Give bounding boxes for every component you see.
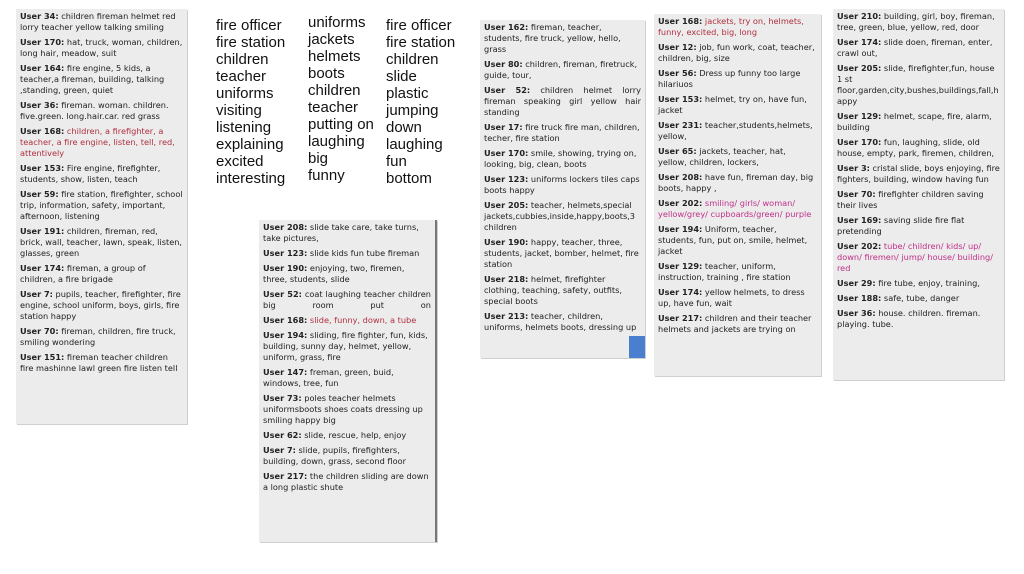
response-entry: [484, 237, 641, 270]
word-item: fire station: [386, 34, 456, 51]
user-label: User 194:: [658, 224, 703, 234]
user-label: User 123:: [263, 248, 308, 258]
user-label: User 205:: [484, 200, 529, 210]
response-entry: [20, 326, 183, 348]
response-entry: [484, 200, 641, 233]
response-entry: [484, 274, 641, 307]
response-entry: [484, 148, 641, 170]
response-entry: [20, 100, 183, 122]
response-text: house. children. fireman. playing. tube.: [837, 308, 981, 329]
response-entry: [658, 94, 817, 116]
user-label: User 17:: [484, 122, 523, 132]
response-text: the children sliding are down a long plastic shute: [263, 471, 429, 492]
word-item: visiting: [216, 102, 262, 119]
user-label: User 70:: [20, 326, 59, 336]
response-text: slide take care, take turns, take pictures,: [263, 222, 419, 243]
word-item: fire officer: [386, 17, 452, 34]
word-column-2: [308, 14, 374, 184]
response-text: firefighter children saving their lives: [837, 189, 984, 210]
response-text: children helmet lorry fireman speaking girl yellow hair standing: [484, 85, 641, 117]
user-label: User 80:: [484, 59, 523, 69]
user-label: User 168:: [263, 315, 308, 325]
word-item: putting on: [308, 116, 374, 133]
response-entry: [837, 137, 1000, 159]
user-label: User 56:: [658, 68, 697, 78]
response-entry: [484, 311, 641, 333]
word-item: helmets: [308, 48, 361, 65]
response-text: smile, showing, trying on, looking, big, clean, boots: [484, 148, 637, 169]
user-label: User 123:: [484, 174, 529, 184]
user-label: User 213:: [484, 311, 529, 321]
user-label: User 153:: [20, 163, 65, 173]
word-item: uniforms: [216, 85, 274, 102]
user-label: User 73:: [263, 393, 302, 403]
response-entry: [837, 111, 1000, 133]
user-label: User 164:: [20, 63, 65, 73]
response-entry: [658, 120, 817, 142]
response-text: children fireman helmet red lorry teacher yellow talking smiling: [20, 11, 176, 32]
user-label: User 170:: [20, 37, 65, 47]
word-item: fun: [386, 153, 407, 170]
response-entry: [20, 126, 183, 159]
response-text: fire engine, 5 kids, a teacher,a fireman, building, talking ,standing, green, quiet: [20, 63, 165, 95]
user-label: User 34:: [20, 11, 59, 21]
word-item: down: [386, 119, 422, 136]
response-entry: [484, 59, 641, 81]
response-text: freman, green, buid, windows, tree, fun: [263, 367, 394, 388]
word-item: children: [308, 82, 361, 99]
response-entry: [837, 189, 1000, 211]
response-text: children, a firefighter, a teacher, a fire engine, listen, tell, red, attentively: [20, 126, 175, 158]
response-entry: [837, 37, 1000, 59]
word-item: boots: [308, 65, 345, 82]
response-entry: [20, 11, 183, 33]
response-entry: [658, 287, 817, 309]
response-entry: [263, 471, 431, 493]
response-text: children, fireman, red, brick, wall, teacher, lawn, speak, listen, glasses, green: [20, 226, 183, 258]
user-label: User 210:: [837, 11, 882, 21]
word-item: bottom: [386, 170, 432, 187]
response-entry: [20, 163, 183, 185]
word-item: slide: [386, 68, 417, 85]
blue-strip-decoration: [629, 336, 645, 358]
response-entry: [20, 37, 183, 59]
word-item: laughing: [386, 136, 443, 153]
user-label: User 168:: [658, 16, 703, 26]
word-item: fire officer: [216, 17, 282, 34]
user-label: User 170:: [484, 148, 529, 158]
user-label: User 59:: [20, 189, 59, 199]
user-label: User 3:: [837, 163, 870, 173]
response-text: fireman. woman. children. five.green. long.hair.car. red grass: [20, 100, 169, 121]
response-entry: [837, 215, 1000, 237]
response-text: children, fireman, firetruck, guide, tour,: [484, 59, 638, 80]
word-item: interesting: [216, 170, 286, 187]
response-entry: [837, 163, 1000, 185]
user-label: User 151:: [20, 352, 65, 362]
user-label: User 191:: [20, 226, 65, 236]
response-card-2: [259, 220, 437, 542]
response-text: yellow helmets, to dress up, have fun, wait: [658, 287, 805, 308]
user-label: User 217:: [658, 313, 703, 323]
word-item: listening: [216, 119, 272, 136]
response-entry: [263, 430, 431, 441]
user-label: User 12:: [658, 42, 697, 52]
response-text: tube/ children/ kids/ up/ down/ firemen/ jump/ house/ building/ red: [837, 241, 993, 273]
word-item: big: [308, 150, 329, 167]
response-text: sliding, fire fighter, fun, kids, building, sunny day, helmet, yellow, uniform, grass, fire: [263, 330, 428, 362]
response-entry: [20, 352, 183, 374]
response-text: fire truck fire man, children, techer, fire station: [484, 122, 640, 143]
response-entry: [20, 226, 183, 259]
response-entry: [20, 63, 183, 96]
user-label: User 36:: [837, 308, 876, 318]
user-label: User 202:: [837, 241, 882, 251]
response-text: Uniform, teacher, students, fun, put on, smile, helmet, jacket: [658, 224, 808, 256]
response-card-4: [654, 14, 821, 376]
response-entry: [658, 16, 817, 38]
response-text: fire tube, enjoy, training,: [875, 278, 980, 288]
word-item: jumping: [386, 102, 439, 119]
user-label: User 188:: [837, 293, 882, 303]
response-text: fireman, teacher, students, fire truck, yellow, hello, grass: [484, 22, 621, 54]
response-text: jackets, try on, helmets, funny, excited, big, long: [658, 16, 804, 37]
response-entry: [837, 63, 1000, 107]
response-text: safe, tube, danger: [881, 293, 960, 303]
response-entry: [263, 289, 431, 311]
response-text: happy, teacher, three, students, jacket, bomber, helmet, fire station: [484, 237, 639, 269]
word-item: teacher: [216, 68, 267, 85]
response-entry: [837, 293, 1000, 304]
word-item: children: [216, 51, 269, 68]
response-text: pupils, teacher, firefighter, fire engine, school uniform, boys, girls, fire station happy: [20, 289, 181, 321]
word-item: uniforms: [308, 14, 366, 31]
user-label: User 174:: [658, 287, 703, 297]
user-label: User 129:: [837, 111, 882, 121]
response-text: fireman, a group of children, a fire brigade: [20, 263, 146, 284]
word-item: plastic: [386, 85, 429, 102]
word-item: jackets: [308, 31, 355, 48]
response-entry: [658, 172, 817, 194]
user-label: User 217:: [263, 471, 308, 481]
response-text: jackets, teacher, hat, yellow, children, lockers,: [658, 146, 786, 167]
response-entry: [837, 308, 1000, 330]
response-text: fun, laughing, slide, old house, empty, park, firemen, children,: [837, 137, 995, 158]
user-label: User 194:: [263, 330, 308, 340]
response-entry: [263, 367, 431, 389]
word-column-3: [386, 17, 455, 187]
response-entry: [658, 224, 817, 257]
user-label: User 65:: [658, 146, 697, 156]
response-entry: [837, 241, 1000, 274]
response-text: fireman, children, fire truck, smiling wondering: [20, 326, 176, 347]
response-text: slide, rescue, help, enjoy: [301, 430, 407, 440]
response-text: building, girl, boy, fireman, tree, green, blue, yellow, red, door: [837, 11, 995, 32]
response-entry: [658, 261, 817, 283]
response-text: helmet, firefighter clothing, teaching, safety, outfits, special boots: [484, 274, 622, 306]
word-item: laughing: [308, 133, 365, 150]
word-column-1: [216, 17, 285, 187]
response-text: fireman teacher children fire mashinne lawl green fire listen tell: [20, 352, 178, 373]
response-entry: [263, 330, 431, 363]
response-text: enjoying, two, firemen, three, students, slide: [263, 263, 405, 284]
user-label: User 52:: [484, 85, 531, 95]
user-label: User 202:: [658, 198, 703, 208]
response-entry: [658, 313, 817, 335]
response-entry: [20, 189, 183, 222]
response-text: hat, truck, woman, children, long hair, meadow, suit: [20, 37, 183, 58]
response-text: Dress up funny too large hilariuos: [658, 68, 801, 89]
user-label: User 208:: [263, 222, 308, 232]
response-text: saving slide fire flat pretending: [837, 215, 965, 236]
response-entry: [484, 85, 641, 118]
response-entry: [837, 278, 1000, 289]
user-label: User 52:: [263, 289, 302, 299]
response-entry: [658, 198, 817, 220]
response-entry: [20, 263, 183, 285]
response-entry: [263, 222, 431, 244]
user-label: User 190:: [484, 237, 529, 247]
response-text: poles teacher helmets uniformsboots shoes coats dressing up smiling happy big: [263, 393, 423, 425]
word-item: funny: [308, 167, 345, 184]
response-text: fire station, firefighter, school trip, information, safety, important, afternoon, listening: [20, 189, 183, 221]
response-entry: [837, 11, 1000, 33]
word-item: excited: [216, 153, 264, 170]
user-label: User 218:: [484, 274, 529, 284]
response-text: children and their teacher helmets and jackets are trying on: [658, 313, 812, 334]
response-entry: [484, 122, 641, 144]
response-text: have fun, fireman day, big boots, happy ,: [658, 172, 814, 193]
user-label: User 174:: [20, 263, 65, 273]
user-label: User 231:: [658, 120, 703, 130]
response-entry: [263, 393, 431, 426]
response-entry: [263, 248, 431, 259]
response-card-1: [16, 9, 187, 424]
response-text: helmet, scape, fire, alarm, building: [837, 111, 992, 132]
response-text: teacher, children, uniforms, helmets boots, dressing up: [484, 311, 637, 332]
user-label: User 7:: [20, 289, 53, 299]
response-entry: [20, 289, 183, 322]
user-label: User 168:: [20, 126, 65, 136]
response-text: helmet, try on, have fun, jacket: [658, 94, 807, 115]
user-label: User 7:: [263, 445, 296, 455]
user-label: User 170:: [837, 137, 882, 147]
response-entry: [263, 315, 431, 326]
response-entry: [263, 263, 431, 285]
response-text: uniforms lockers tiles caps boots happy: [484, 174, 640, 195]
user-label: User 153:: [658, 94, 703, 104]
word-item: children: [386, 51, 439, 68]
user-label: User 147:: [263, 367, 308, 377]
response-text: smiling/ girls/ woman/ yellow/grey/ cupboards/green/ purple: [658, 198, 812, 219]
user-label: User 208:: [658, 172, 703, 182]
word-item: explaining: [216, 136, 284, 153]
user-label: User 205:: [837, 63, 882, 73]
user-label: User 29:: [837, 278, 876, 288]
response-text: slide doen, fireman, enter, crawl out,: [837, 37, 993, 58]
user-label: User 129:: [658, 261, 703, 271]
user-label: User 190:: [263, 263, 308, 273]
response-entry: [484, 22, 641, 55]
response-text: teacher, uniform, instruction, training , fire station: [658, 261, 791, 282]
response-entry: [658, 146, 817, 168]
response-entry: [658, 68, 817, 90]
response-card-5: [833, 9, 1004, 380]
response-text: teacher, helmets,special jackets,cubbies,inside,happy,boots,3 children: [484, 200, 636, 232]
response-entry: [658, 42, 817, 64]
word-item: teacher: [308, 99, 359, 116]
user-label: User 169:: [837, 215, 882, 225]
response-text: teacher,students,helmets, yellow,: [658, 120, 813, 141]
response-entry: [484, 174, 641, 196]
word-item: fire station: [216, 34, 286, 51]
user-label: User 162:: [484, 22, 529, 32]
response-entry: [263, 445, 431, 467]
user-label: User 174:: [837, 37, 882, 47]
user-label: User 62:: [263, 430, 302, 440]
user-label: User 70:: [837, 189, 876, 199]
response-text: coat laughing teacher children big room put on: [263, 289, 431, 310]
response-text: slide kids fun tube fireman: [307, 248, 420, 258]
user-label: User 36:: [20, 100, 59, 110]
response-text: Fire engine, firefighter, students, show, listen, teach: [20, 163, 161, 184]
response-text: cristal slide, boys enjoying, fire fighters, building, window having fun: [837, 163, 1000, 184]
response-text: slide, pupils, firefighters, building, down, grass, second floor: [263, 445, 406, 466]
response-card-3: [480, 20, 645, 358]
response-text: slide, firefighter,fun, house 1 st floor,garden,city,bushes,buildings,fall,happy: [837, 63, 999, 106]
response-text: slide, funny, down, a tube: [307, 315, 417, 325]
response-text: job, fun work, coat, teacher, children, big, size: [658, 42, 815, 63]
